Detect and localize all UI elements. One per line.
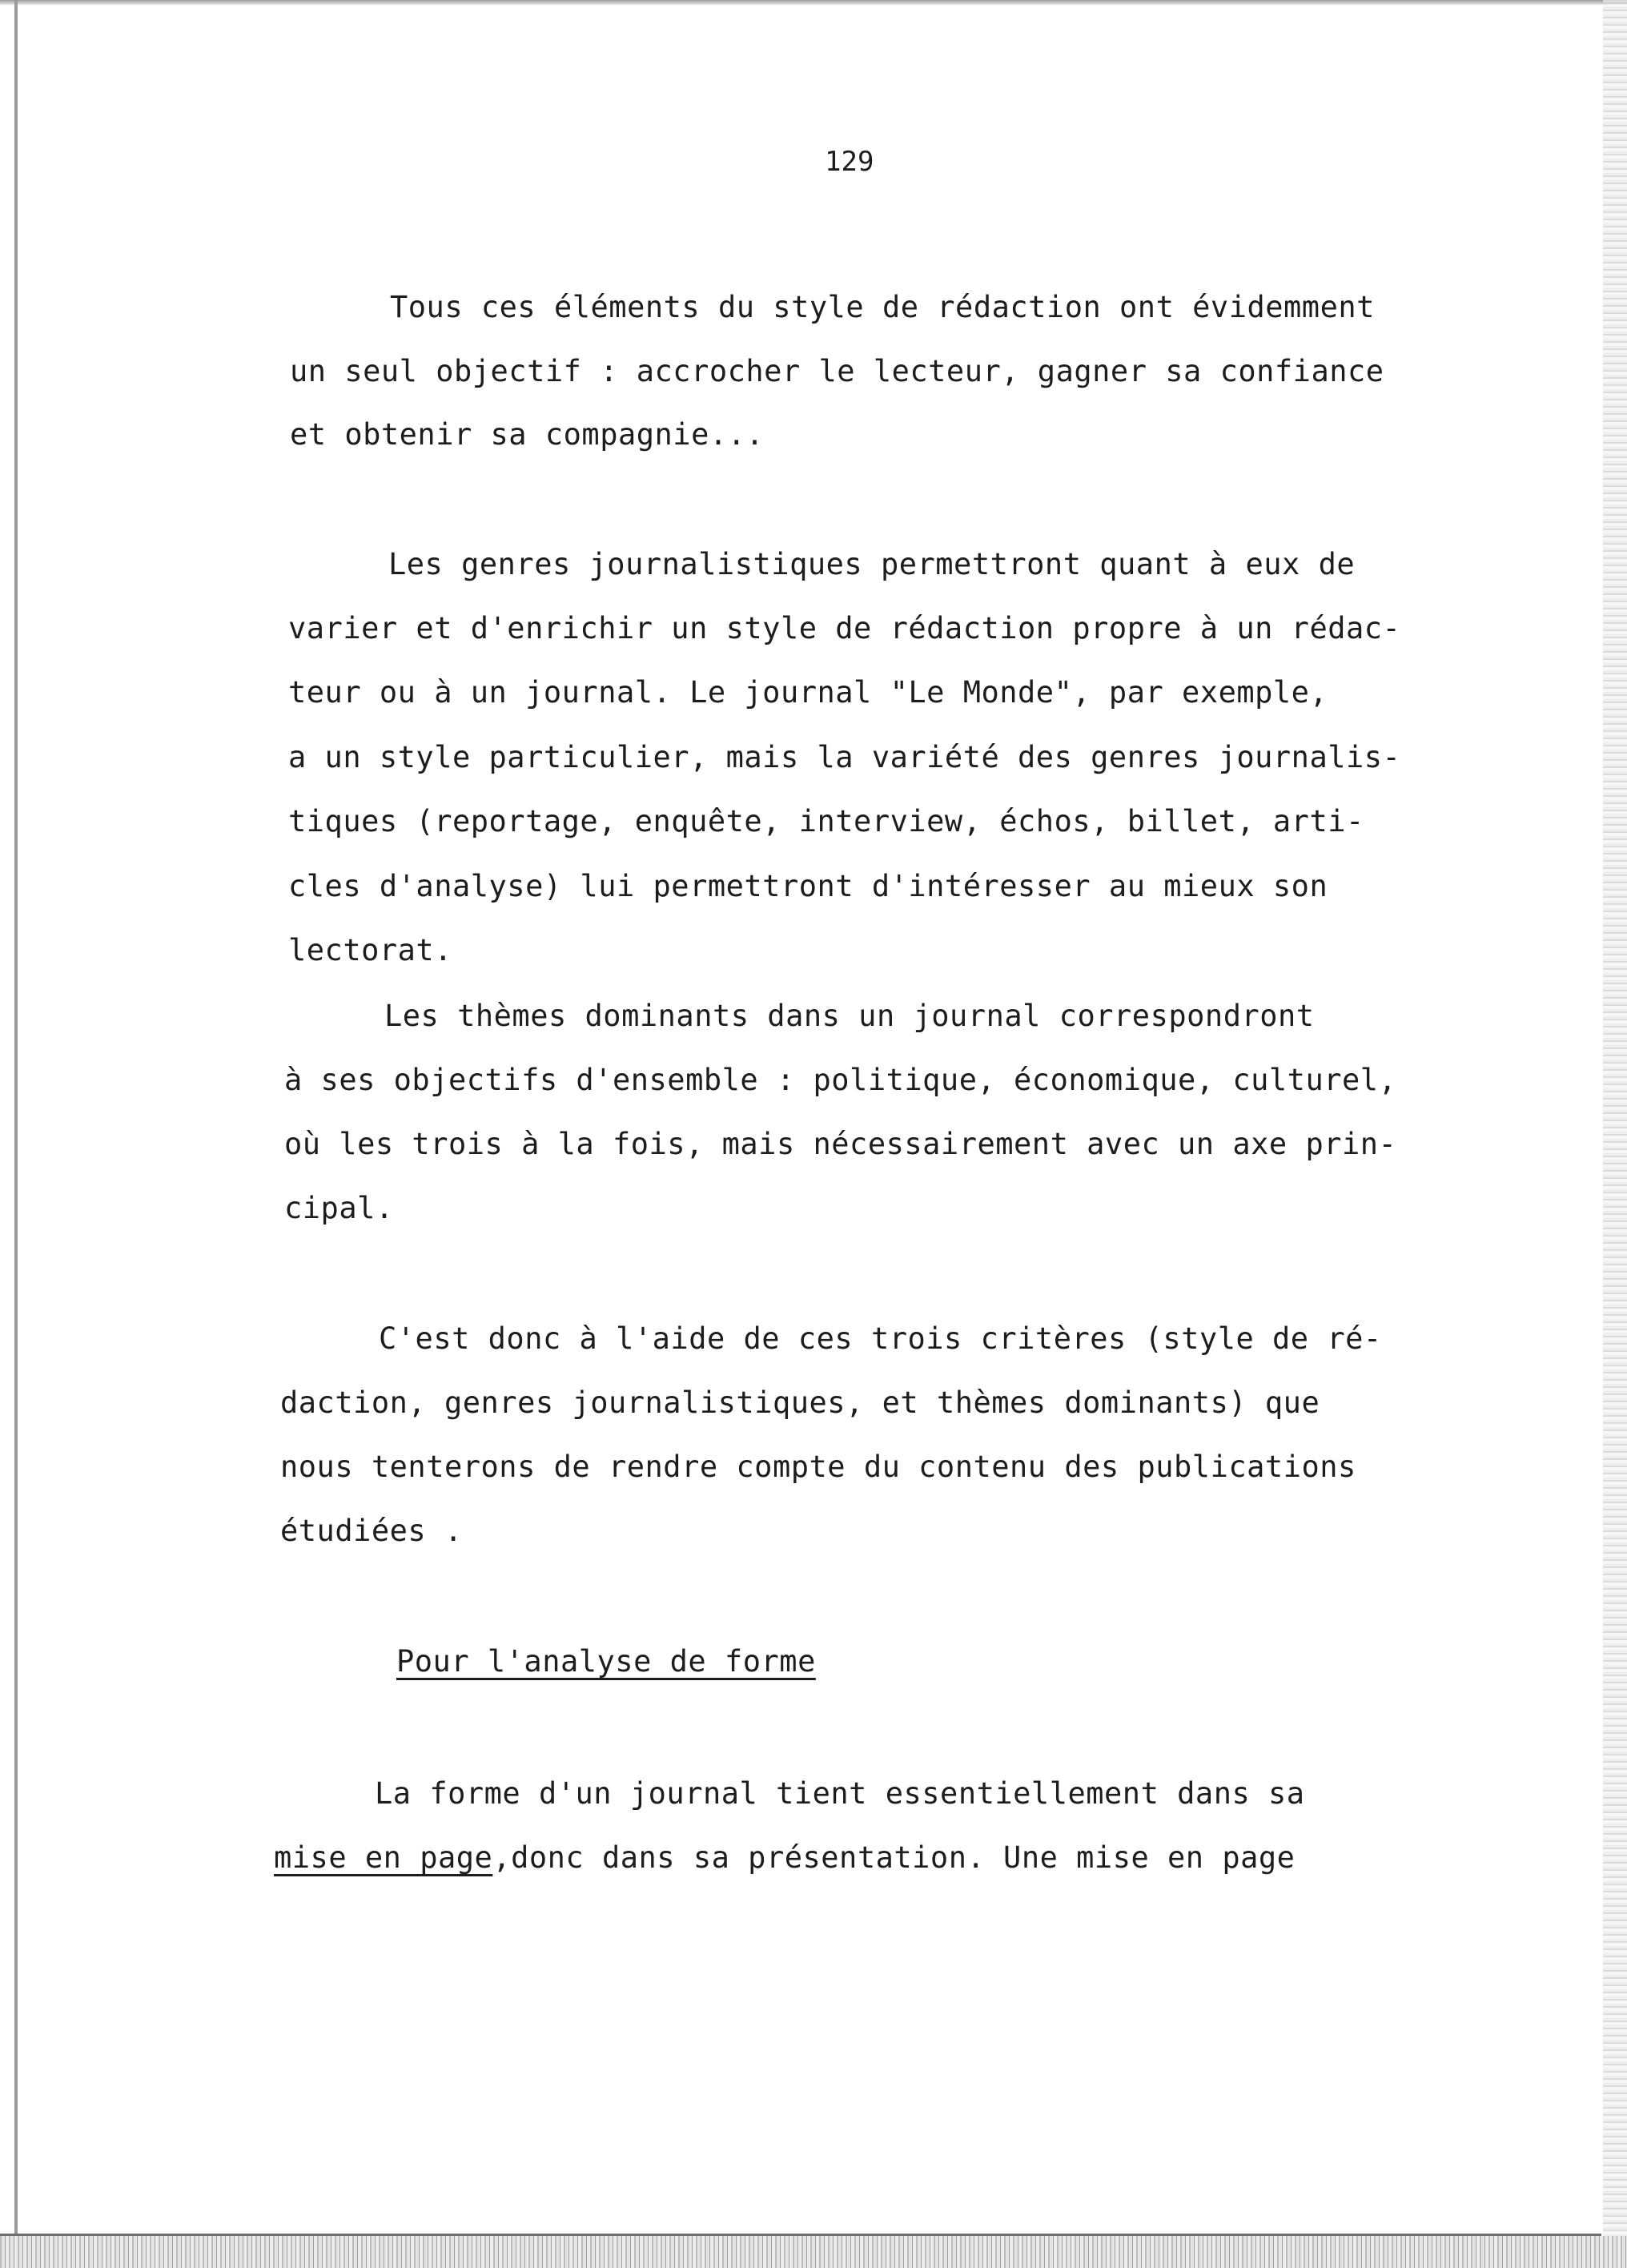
paragraph-3-line-4: cipal. bbox=[284, 1191, 394, 1225]
paragraph-1-line-1: Tous ces éléments du style de rédaction ont évidemment bbox=[390, 290, 1375, 324]
scan-edge-left bbox=[14, 0, 18, 2268]
paragraph-2-line-4: a un style particulier, mais la variété des genres journalis- bbox=[288, 740, 1401, 774]
paragraph-2-line-7: lectorat. bbox=[288, 933, 452, 967]
paragraph-2-line-1: Les genres journalistiques permettront quant à eux de bbox=[388, 547, 1356, 581]
page-number: 129 bbox=[825, 146, 874, 178]
paragraph-5-line-1: La forme d'un journal tient essentiellement dans sa bbox=[375, 1776, 1305, 1811]
paragraph-5-line-2-rest: ,donc dans sa présentation. Une mise en page bbox=[492, 1840, 1296, 1875]
mise-en-page-underlined: mise en page bbox=[274, 1840, 493, 1875]
paragraph-1-line-3: et obtenir sa compagnie... bbox=[290, 417, 765, 452]
scan-edge-bottom bbox=[0, 2236, 1627, 2268]
paragraph-3-line-3: où les trois à la fois, mais nécessairement avec un axe prin- bbox=[284, 1127, 1397, 1161]
paragraph-1-line-2: un seul objectif : accrocher le lecteur, gagner sa confiance bbox=[290, 354, 1384, 388]
paragraph-3-line-1: Les thèmes dominants dans un journal correspondront bbox=[384, 999, 1315, 1033]
paragraph-3-line-2: à ses objectifs d'ensemble : politique, économique, culturel, bbox=[284, 1063, 1397, 1097]
paragraph-4-line-1: C'est donc à l'aide de ces trois critères (style de ré- bbox=[379, 1321, 1382, 1356]
scan-edge-right bbox=[1603, 0, 1627, 2268]
section-heading: Pour l'analyse de forme bbox=[396, 1644, 816, 1679]
paragraph-2-line-6: cles d'analyse) lui permettront d'intéresser au mieux son bbox=[288, 869, 1328, 903]
paragraph-2-line-2: varier et d'enrichir un style de rédaction propre à un rédac- bbox=[288, 611, 1401, 645]
paragraph-2-line-5: tiques (reportage, enquête, interview, échos, billet, arti- bbox=[288, 804, 1364, 838]
paragraph-4-line-3: nous tenterons de rendre compte du contenu des publications bbox=[280, 1450, 1356, 1484]
paragraph-5-line-2 bbox=[274, 1840, 1295, 1875]
paragraph-2-line-3: teur ou à un journal. Le journal "Le Monde", par exemple, bbox=[288, 675, 1328, 710]
paragraph-4-line-4: étudiées . bbox=[280, 1514, 463, 1548]
paragraph-4-line-2: daction, genres journalistiques, et thèmes dominants) que bbox=[280, 1385, 1320, 1420]
scan-edge-top bbox=[0, 0, 1627, 5]
